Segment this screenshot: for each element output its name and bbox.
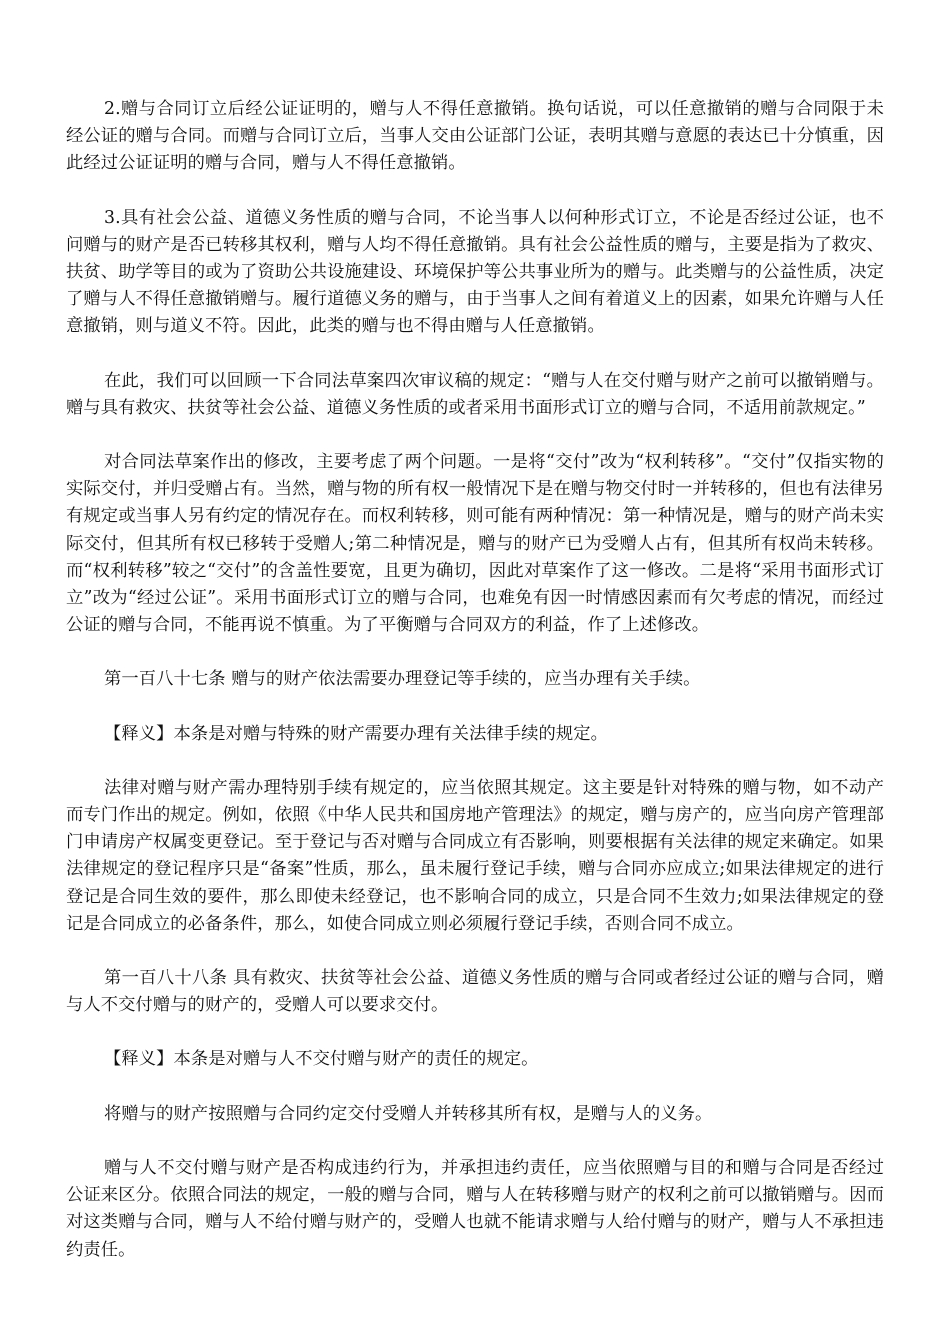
article-188: 第一百八十八条 具有救灾、扶贫等社会公益、道德义务性质的赠与合同或者经过公证的赠与合同，赠与人不交付赠与的财产的，受赠人可以要求交付。 [66,968,884,1016]
paragraph-registration: 法律对赠与财产需办理特别手续有规定的，应当依照其规定。这主要是针对特殊的赠与物，如不动产而专门作出的规定。例如，依照《中华人民共和国房地产管理法》的规定，赠与房产的，应当向房产管理部门申请房产权属变更登记。至于登记与否对赠与合同成立有否影响，则要根据有关法律的规定来确定。如果法律规定的登记程序只是“备案”性质，那么，虽未履行登记手续，赠与合同亦应成立;如果法律规定的进行登记是合同生效的要件，那么即使未经登记，也不影响合同的成立，只是合同不生效力;如果法律规定的登记是合同成立的必备条件，那么，如使合同成立则必须履行登记手续，否则合同不成立。 [66,777,884,934]
paragraph-public-welfare: 3.具有社会公益、道德义务性质的赠与合同，不论当事人以何种形式订立，不论是否经过公证，也不问赠与的财产是否已转移其权利，赠与人均不得任意撤销。具有社会公益性质的赠与，主要是指为了救灾、扶贫、助学等目的或为了资助公共设施建设、环境保护等公共事业所为的赠与。此类赠与的公益性质，决定了赠与人不得任意撤销赠与。履行道德义务的赠与，由于当事人之间有着道义上的因素，如果允许赠与人任意撤销，则与道义不符。因此，此类的赠与也不得由赠与人任意撤销。 [66,207,884,337]
document-page [66,96,884,1291]
paragraph-draft-review: 在此，我们可以回顾一下合同法草案四次审议稿的规定：“赠与人在交付赠与财产之前可以撤销赠与。赠与具有救灾、扶贫等社会公益、道德义务性质的或者采用书面形式订立的赠与合同，不适用前款规定。” [66,370,884,418]
article-187-interpretation: 【释义】本条是对赠与特殊的财产需要办理有关法律手续的规定。 [104,723,609,744]
paragraph-breach-liability: 赠与人不交付赠与财产是否构成违约行为，并承担违约责任，应当依照赠与目的和赠与合同是否经过公证来区分。依照合同法的规定，一般的赠与合同，赠与人在转移赠与财产的权利之前可以撤销赠与。因而对这类赠与合同，赠与人不给付赠与财产的，受赠人也就不能请求赠与人给付赠与的财产，赠与人不承担违约责任。 [66,1157,884,1260]
paragraph-donor-obligation: 将赠与的财产按照赠与合同约定交付受赠人并转移其所有权，是赠与人的义务。 [104,1103,713,1124]
paragraph-revocation-notarized: 2.赠与合同订立后经公证证明的，赠与人不得任意撤销。换句话说，可以任意撤销的赠与合同限于未经公证的赠与合同。而赠与合同订立后，当事人交由公证部门公证，表明其赠与意愿的表达已十分慎重，因此经过公证证明的赠与合同，赠与人不得任意撤销。 [66,99,884,174]
paragraph-draft-amendment: 对合同法草案作出的修改，主要考虑了两个问题。一是将“交付”改为“权利转移”。“交付”仅指实物的实际交付，并归受赠占有。当然，赠与物的所有权一般情况下是在赠与物交付时一并转移的，但也有法律另有规定或当事人另有约定的情况存在。而权利转移，则可能有两种情况：第一种情况是，赠与的财产尚未实际交付，但其所有权已移转于受赠人;第二种情况是，赠与的财产已为受赠人占有，但其所有权尚未转移。而“权利转移”较之“交付”的含盖性要宽，且更为确切，因此对草案作了这一修改。二是将“采用书面形式订立”改为“经过公证”。采用书面形式订立的赠与合同，也难免有因一时情感因素而有欠考虑的情况，而经过公证的赠与合同，不能再说不慎重。为了平衡赠与合同双方的利益，作了上述修改。 [66,452,884,636]
article-188-interpretation: 【释义】本条是对赠与人不交付赠与财产的责任的规定。 [104,1049,539,1070]
article-187: 第一百八十七条 赠与的财产依法需要办理登记等手续的，应当办理有关手续。 [104,669,701,690]
